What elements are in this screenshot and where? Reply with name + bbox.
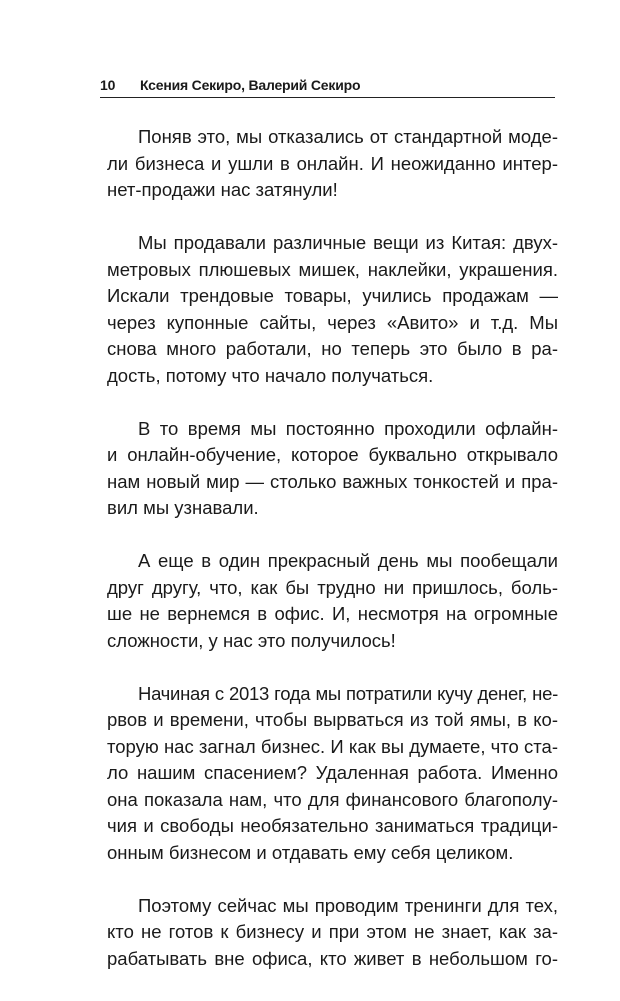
- text-line: онным бизнесом и отдавать ему себя целиком.: [107, 841, 514, 863]
- text-line: А еще в один прекрасный день мы пообещали: [138, 550, 558, 571]
- text-line: Искали трендовые товары, учились продажам —: [107, 285, 558, 306]
- text-line: рабатывать вне офиса, кто живет в небольшом го-: [107, 947, 558, 969]
- text-line: вил мы узнавали.: [107, 497, 259, 518]
- text-line: метровых плюшевых мишек, наклейки, украшения.: [107, 258, 558, 280]
- running-header: [100, 73, 555, 98]
- paragraph-6: [107, 893, 558, 973]
- text-line: Поэтому сейчас мы проводим тренинги для тех,: [138, 894, 558, 916]
- paragraph-1: [107, 124, 558, 204]
- text-line: ло нашим спасением? Удаленная работа. Именно: [107, 762, 558, 783]
- text-line: Поняв это, мы отказались от стандартной моде-: [138, 126, 558, 147]
- text-line: и онлайн-обучение, которое буквально открывало: [107, 444, 558, 465]
- text-line: кто не готов к бизнесу и при этом не знает, как за-: [107, 921, 558, 942]
- paragraph-2: [107, 230, 558, 389]
- text-line: друг другу, что, как бы трудно ни пришлось, боль-: [107, 576, 558, 598]
- paragraph-3: [107, 416, 558, 522]
- text-line: торую нас загнал бизнес. И как вы думаете, что ста-: [107, 735, 558, 757]
- text-line: дость, потому что начало получаться.: [107, 364, 434, 386]
- paragraph-4: [107, 548, 558, 654]
- text-line: она показала нам, что для финансового благополу-: [107, 788, 558, 810]
- text-line: сложности, у нас это получилось!: [107, 629, 396, 651]
- body-text: [107, 124, 558, 999]
- text-line: ли бизнеса и ушли в онлайн. И неожиданно интер-: [107, 152, 558, 174]
- text-line: ше не вернемся в офис. И, несмотря на огромные: [107, 603, 558, 624]
- page-number: 10: [100, 77, 116, 93]
- text-line: через купонные сайты, через «Авито» и т.д. Мы: [107, 311, 558, 333]
- paragraph-5: [107, 681, 558, 867]
- running-title: Ксения Секиро, Валерий Секиро: [140, 77, 361, 93]
- text-line: нет-продажи нас затянули!: [107, 179, 338, 200]
- text-line: В то время мы постоянно проходили офлайн-: [138, 417, 558, 439]
- text-line: Мы продавали различные вещи из Китая: двух-: [138, 232, 558, 253]
- text-line: снова много работали, но теперь это было в ра-: [107, 338, 558, 359]
- text-line: нам новый мир — столько важных тонкостей и пра-: [107, 470, 558, 492]
- text-line: Начиная с 2013 года мы потратили кучу денег, не-: [138, 682, 558, 704]
- text-line: чия и свободы необязательно заниматься традици-: [107, 815, 558, 836]
- text-line: рвов и времени, чтобы вырваться из той ямы, в ко-: [107, 709, 558, 730]
